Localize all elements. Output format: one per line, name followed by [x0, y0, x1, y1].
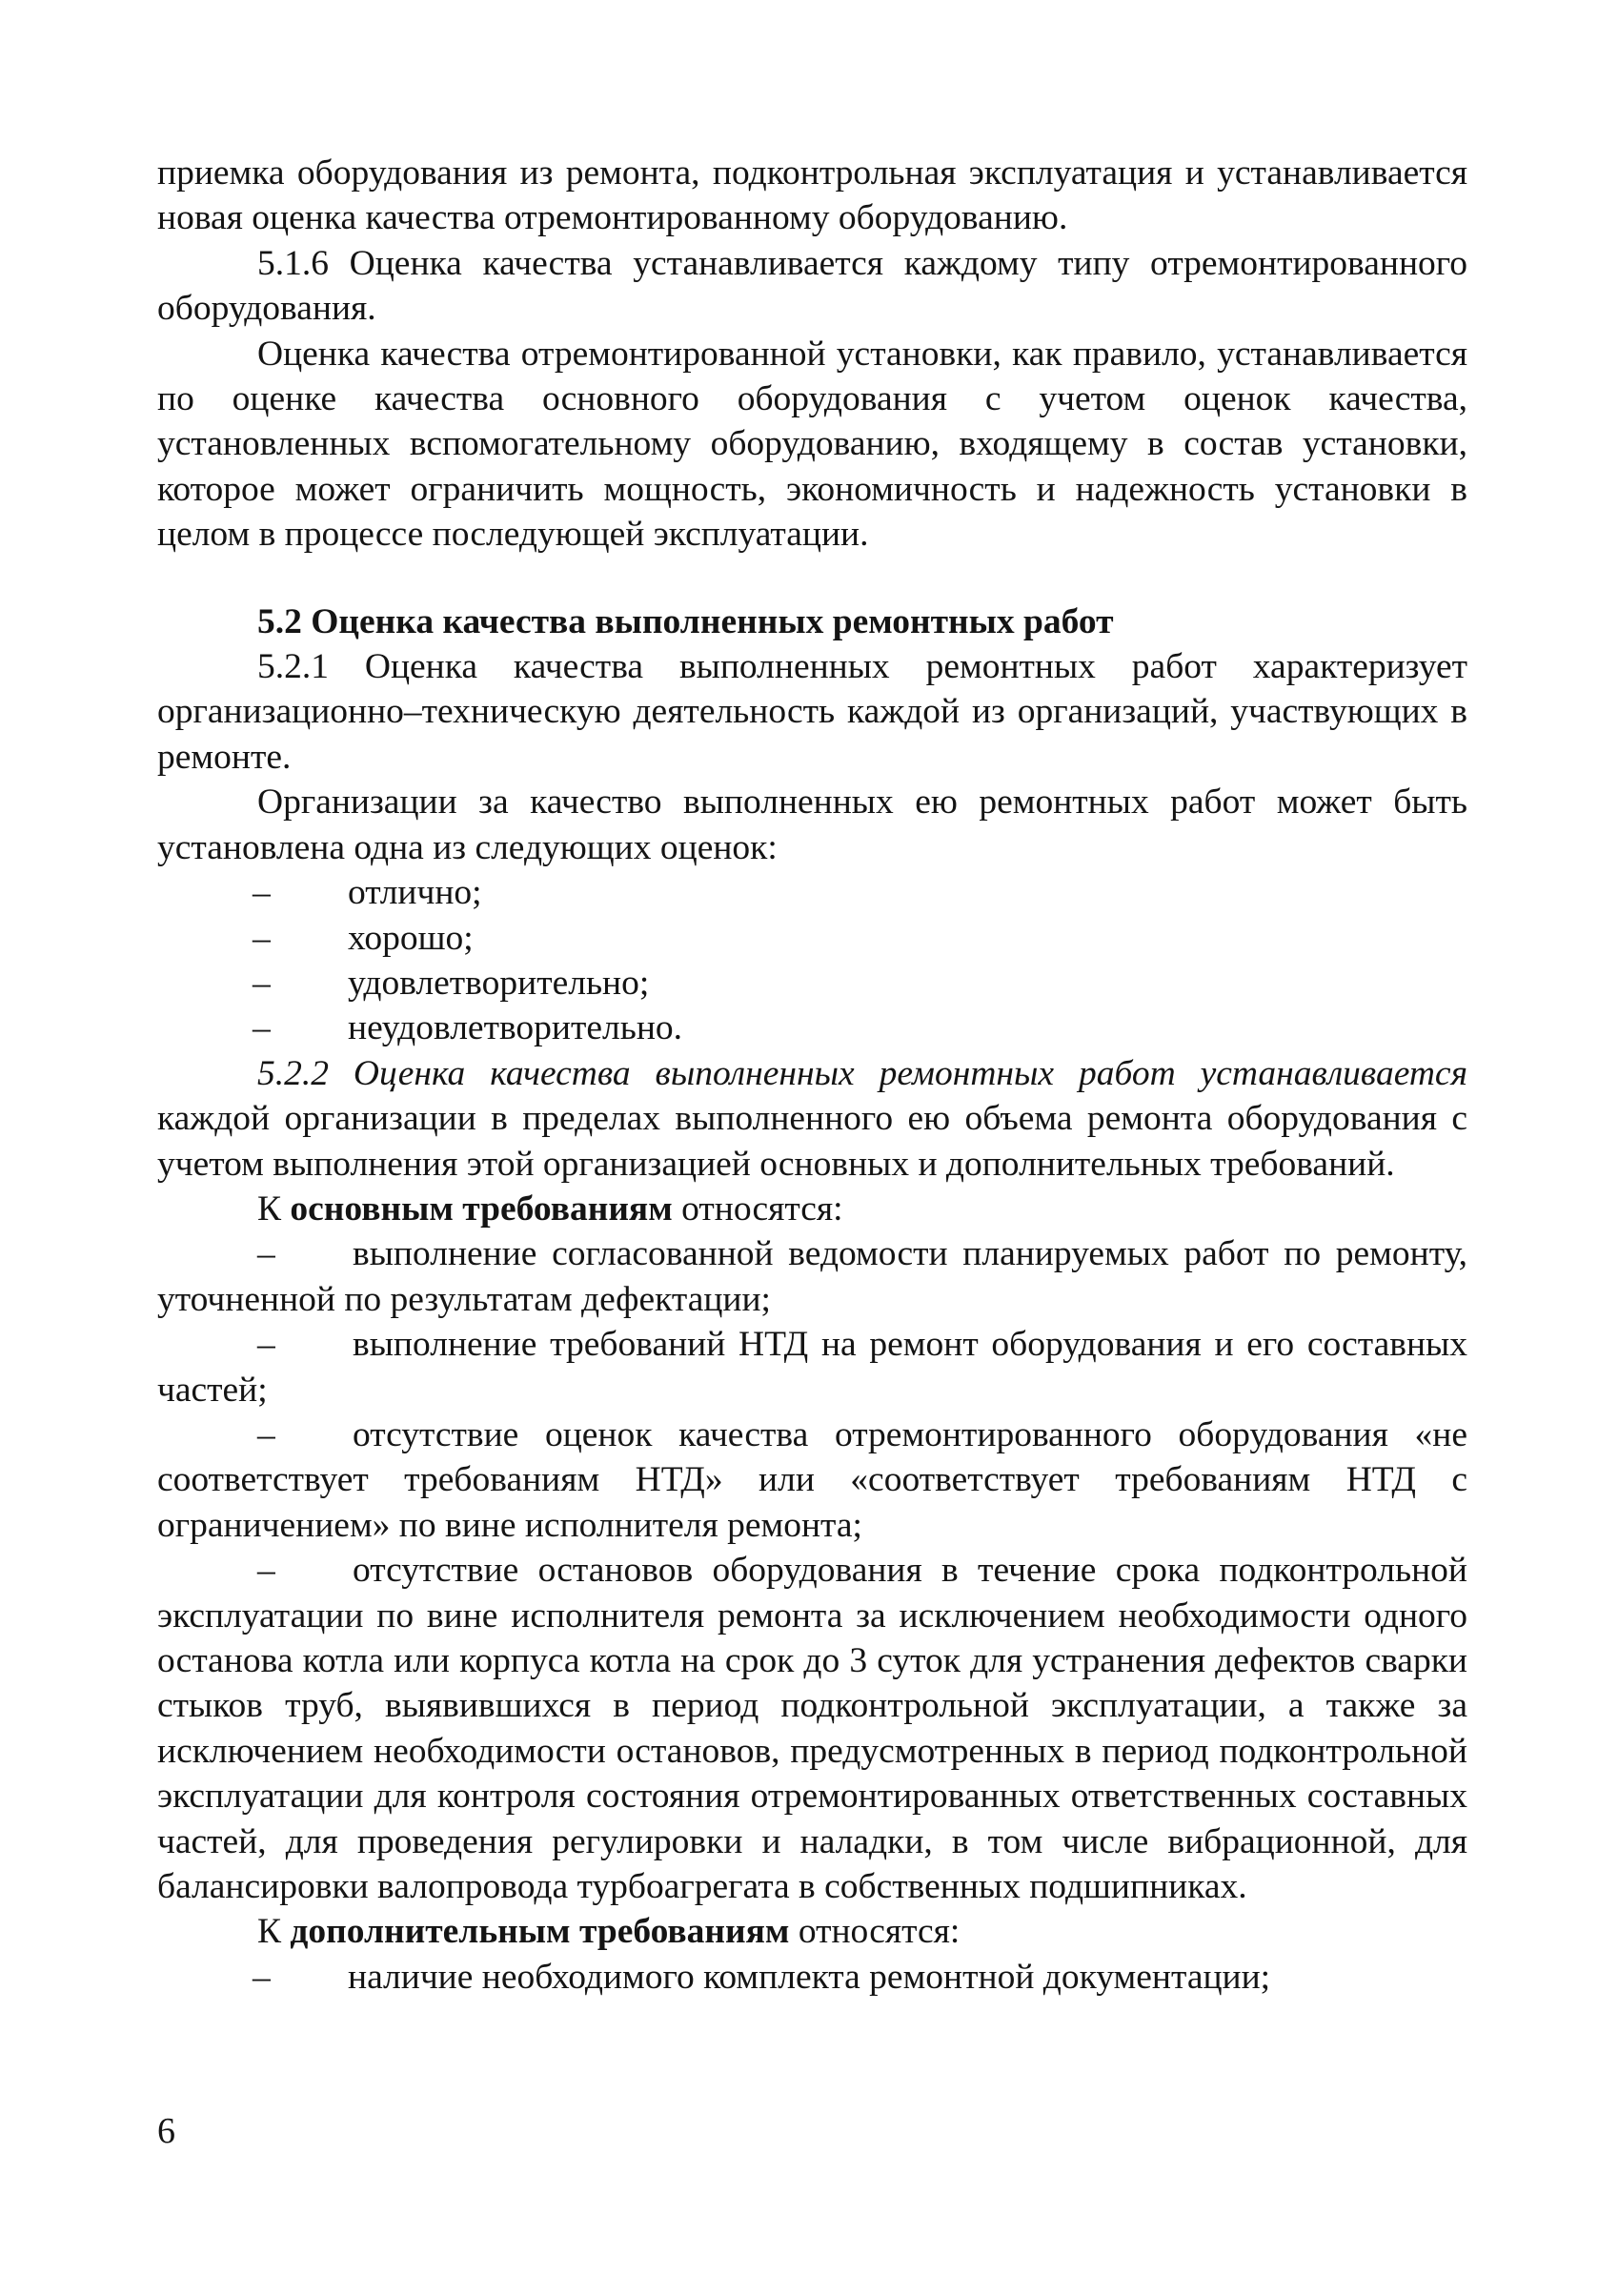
section-heading-5-2: 5.2 Оценка качества выполненных ремонтных работ [257, 601, 1114, 641]
additional-requirements-list [157, 1955, 1467, 2000]
main-requirements-intro: К основным требованиям относятся: [257, 1189, 843, 1229]
list-item: – удовлетворительно; [253, 963, 650, 1003]
grades-list [157, 870, 1467, 1051]
list-item: – выполнение требований НТД на ремонт оборудования и его составных частей; [157, 1325, 1467, 1410]
paragraph-5-1-6: 5.1.6 Оценка качества устанавливается каждому типу отремонтированного оборудования. [157, 243, 1467, 329]
paragraph-continuation: приемка оборудования из ремонта, подконтрольная эксплуатация и устанавливается новая оценка качества отремонтированному оборудованию. [157, 153, 1467, 238]
list-item: – отсутствие остановов оборудования в течение срока подконтрольной эксплуатации по вине исполнителя ремонта за исключением необходимости одного останова котла или корпуса котла на срок до 3 суток для устранения дефектов сварки стыков труб, выявившихся в период подконтрольной эксплуатации, а также за исключением необходимости остановов, предусмотренных в период подконтрольной эксплуатации для контроля состояния отремонтированных ответственных составных частей, для проведения регулировки и наладки, в том числе вибрационной, для балансировки валопровода турбоагрегата в собственных подшипниках. [157, 1551, 1467, 1907]
list-item: – отсутствие оценок качества отремонтированного оборудования «не соответствует требованиям НТД» или «соответствует требованиям НТД с ограничением» по вине исполнителя ремонта; [157, 1414, 1467, 1545]
page-body [157, 151, 1467, 2000]
list-item: – неудовлетворительно. [253, 1008, 683, 1048]
paragraph-5-2-2: 5.2.2 Оценка качества выполненных ремонтных работ устанавливается каждой организации в пределах выполненного ею объема ремонта оборудования с учетом выполнения этой организацией основных и дополнительных требований. [157, 1053, 1467, 1184]
main-requirements-list [157, 1231, 1467, 1909]
list-item: – выполнение согласованной ведомости планируемых работ по ремонту, уточненной по результатам дефектации; [157, 1234, 1467, 1319]
list-item: – хорошо; [253, 918, 474, 958]
list-item: – отлично; [253, 873, 482, 913]
paragraph-grades-intro: Организации за качество выполненных ею ремонтных работ может быть установлена одна из следующих оценок: [157, 782, 1467, 867]
paragraph-5-2-1: 5.2.1 Оценка качества выполненных ремонтных работ характеризует организационно–техническую деятельность каждой из организаций, участвующих в ремонте. [157, 647, 1467, 777]
list-item: – наличие необходимого комплекта ремонтной документации; [253, 1957, 1271, 1997]
page-number: 6 [157, 2111, 175, 2151]
additional-requirements-intro: К дополнительным требованиям относятся: [257, 1912, 961, 1952]
paragraph-installation-quality: Оценка качества отремонтированной установки, как правило, устанавливается по оценке качества основного оборудования с учетом оценок качества, установленных вспомогательному оборудованию, входящему в состав установки, которое может ограничить мощность, экономичность и надежность установки в целом в процессе последующей эксплуатации. [157, 334, 1467, 555]
